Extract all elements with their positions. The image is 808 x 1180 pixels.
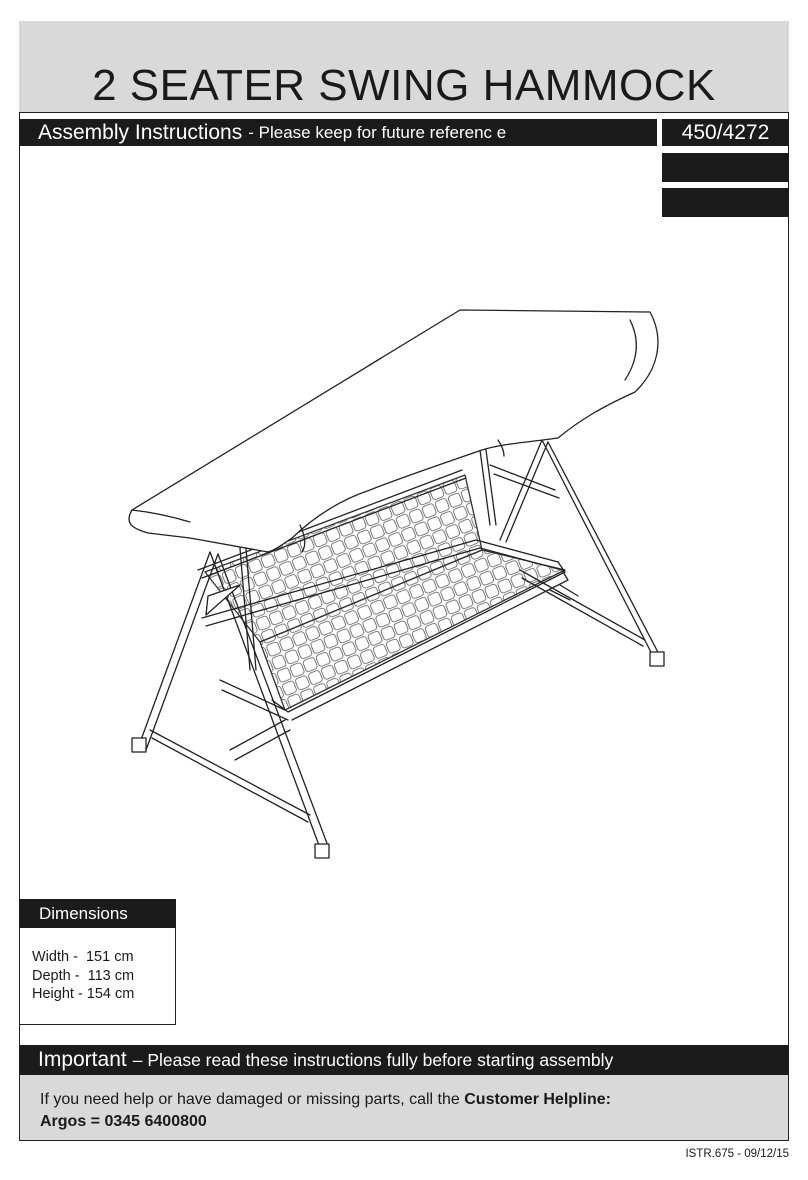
document-reference: ISTR.675 - 09/12/15 (685, 1148, 789, 1160)
product-code: 450/4272 (662, 119, 789, 146)
dimensions-box (19, 928, 176, 1025)
helpline-line (40, 1089, 788, 1111)
important-text: – Please read these instructions fully before starting assembly (132, 1049, 614, 1070)
important-label: Important (38, 1048, 127, 1071)
dimension-width: Width - 151 cm (32, 949, 134, 965)
instructions-label: Assembly Instructions (38, 120, 243, 144)
page-title: 2 SEATER SWING HAMMOCK (92, 61, 716, 110)
title-band (19, 21, 789, 113)
dimension-depth: Depth - 113 cm (32, 967, 135, 984)
instructions-note: - Please keep for future referenc e (248, 122, 507, 142)
important-bar (19, 1045, 789, 1075)
helpline-label: Customer Helpline: (464, 1091, 611, 1108)
swing-hammock-drawing (110, 300, 680, 880)
instructions-bar (19, 119, 657, 146)
helpline-band (19, 1075, 789, 1141)
blank-black-box-1 (662, 153, 789, 182)
blank-black-box-2 (662, 188, 789, 217)
dimensions-heading: Dimensions (19, 899, 176, 928)
dimension-height: Height - 154 cm (32, 986, 135, 1002)
helpline-number: Argos = 0345 6400800 (40, 1113, 207, 1130)
helpline-text: If you need help or have damaged or missing parts, call the (40, 1091, 460, 1108)
